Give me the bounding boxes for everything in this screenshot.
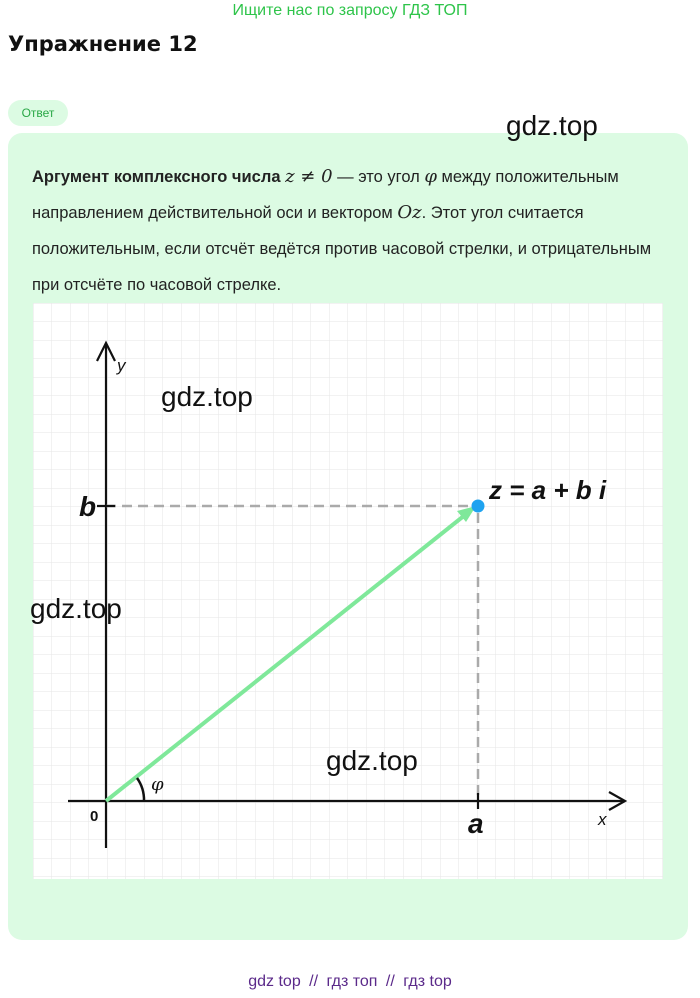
- page-title: Упражнение 12: [8, 32, 198, 56]
- a-label: a: [468, 808, 484, 839]
- footer-separator: //: [309, 973, 319, 990]
- watermark: gdz.top: [30, 593, 122, 624]
- watermark: gdz.top: [506, 110, 598, 141]
- y-axis-label: y: [117, 356, 126, 375]
- point-z: [472, 500, 485, 513]
- b-label: b: [79, 491, 97, 522]
- footer-separator: //: [385, 973, 395, 990]
- text-part1: — это угол: [332, 168, 425, 186]
- watermark: gdz.top: [161, 381, 253, 412]
- answer-badge[interactable]: Ответ: [8, 100, 68, 126]
- complex-plane-svg: [33, 303, 663, 879]
- promo-banner[interactable]: Ищите нас по запросу ГДЗ ТОП: [232, 2, 468, 19]
- text-part2: между положительным направлением действительной оси и вектором: [32, 168, 619, 222]
- point-z-label: z = a + b i: [489, 475, 607, 505]
- footer-link-gdz-top-mixed[interactable]: гдз top: [403, 973, 452, 990]
- text-part3: . Этот угол считается положительным, если отсчёт ведётся против часовой стрелки, и отрицательным при отсчёте по часовой стрелке.: [32, 204, 652, 294]
- watermark: gdz.top: [326, 745, 418, 776]
- math-z-neq-0: z ≠ 0: [285, 166, 333, 187]
- x-axis-label: x: [598, 810, 607, 829]
- phi-label: φ: [151, 774, 164, 795]
- origin-label: 0: [90, 808, 99, 825]
- math-phi: φ: [424, 166, 437, 187]
- answer-panel: [8, 133, 688, 940]
- definition-text: [32, 159, 672, 303]
- footer-link-gdz-top-ru[interactable]: гдз топ: [326, 973, 378, 990]
- footer-link-gdz-top[interactable]: gdz top: [248, 973, 301, 990]
- complex-plane-figure: [33, 303, 663, 879]
- grid-background: [33, 303, 663, 879]
- bold-term: Аргумент комплексного числа: [32, 168, 281, 186]
- math-Oz: Oz: [397, 202, 422, 223]
- footer-links: [0, 973, 700, 991]
